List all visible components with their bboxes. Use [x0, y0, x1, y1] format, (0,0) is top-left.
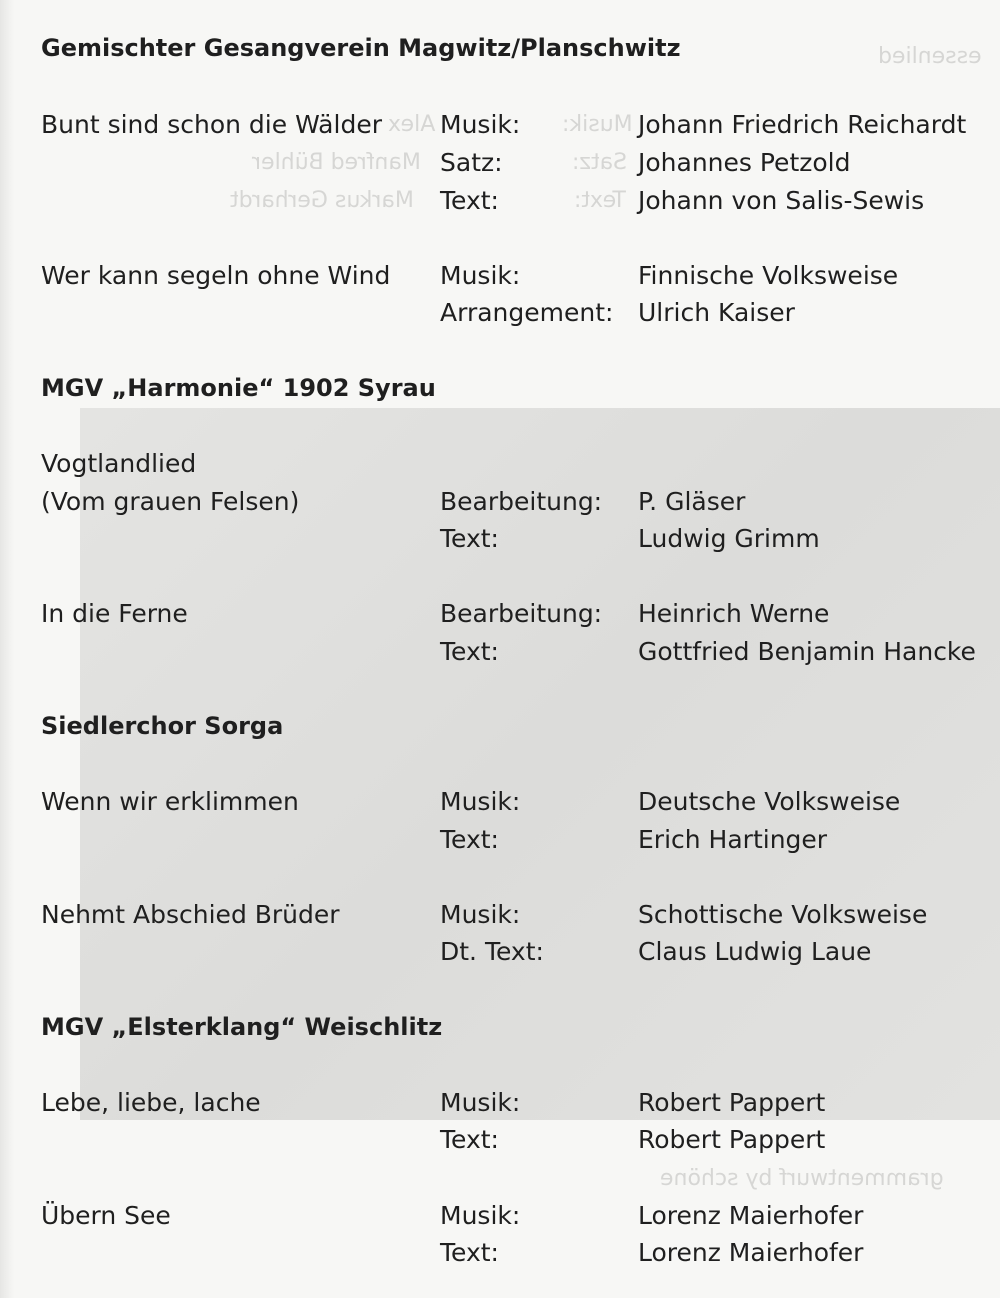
song-title: Lebe, liebe, lache — [41, 1088, 261, 1117]
credit-person: Lorenz Maierhofer — [638, 1238, 864, 1267]
section-heading: Siedlerchor Sorga — [41, 712, 284, 740]
credit-person: P. Gläser — [638, 487, 746, 516]
credit-person: Robert Pappert — [638, 1088, 826, 1117]
song-title: Wenn wir erklimmen — [41, 787, 299, 816]
credit-person: Robert Pappert — [638, 1125, 826, 1154]
credit-role: Bearbeitung: — [440, 487, 603, 516]
credit-person: Heinrich Werne — [638, 599, 830, 628]
credit-person: Ulrich Kaiser — [638, 298, 795, 327]
song-title: Vogtlandlied — [41, 449, 197, 478]
credit-role: Bearbeitung: — [440, 599, 603, 628]
credit-person: Finnische Volksweise — [638, 261, 899, 290]
song-title: (Vom grauen Felsen) — [41, 487, 300, 516]
song-title: Wer kann segeln ohne Wind — [41, 261, 391, 290]
ghost-text: grammentwurf by schöne — [660, 1166, 944, 1191]
credit-role: Text: — [440, 825, 499, 854]
credit-person: Johann Friedrich Reichardt — [638, 110, 967, 139]
credit-person: Johann von Salis-Sewis — [638, 186, 925, 215]
song-title: In die Ferne — [41, 599, 188, 628]
credit-role: Musik: — [440, 900, 521, 929]
section-heading: MGV „Harmonie“ 1902 Syrau — [41, 374, 436, 402]
credit-role: Musik: — [440, 1201, 521, 1230]
credit-role: Text: — [440, 1125, 499, 1154]
ghost-text: Markus Gerhardt — [230, 188, 414, 213]
credit-role: Musik: — [440, 261, 521, 290]
credit-person: Lorenz Maierhofer — [638, 1201, 864, 1230]
credit-role: Text: — [440, 1238, 499, 1267]
song-title: Nehmt Abschied Brüder — [41, 900, 340, 929]
song-title: Übern See — [41, 1201, 171, 1230]
credit-person: Claus Ludwig Laue — [638, 937, 872, 966]
ghost-text: Satz: — [572, 150, 628, 175]
section-heading: MGV „Elsterklang“ Weischlitz — [41, 1013, 443, 1041]
ghost-text: Text: — [574, 188, 626, 213]
credit-role: Satz: — [440, 148, 503, 177]
credit-role: Text: — [440, 637, 499, 666]
credit-role: Dt. Text: — [440, 937, 544, 966]
credit-role: Musik: — [440, 1088, 521, 1117]
credit-person: Deutsche Volksweise — [638, 787, 901, 816]
ghost-text: essenlied — [878, 44, 982, 69]
credit-role: Musik: — [440, 787, 521, 816]
ghost-text: Manfred Bühler — [252, 150, 421, 175]
credit-person: Johannes Petzold — [638, 148, 851, 177]
ghost-text: Alex — [388, 112, 436, 137]
credit-role: Arrangement: — [440, 298, 614, 327]
credit-person: Erich Hartinger — [638, 825, 828, 854]
credit-role: Musik: — [440, 110, 521, 139]
credit-role: Text: — [440, 524, 499, 553]
song-title: Bunt sind schon die Wälder — [41, 110, 382, 139]
credit-role: Text: — [440, 186, 499, 215]
ghost-text: Musik: — [562, 112, 633, 137]
credit-person: Gottfried Benjamin Hancke — [638, 637, 976, 666]
paper-edge — [0, 0, 14, 1298]
section-heading: Gemischter Gesangverein Magwitz/Planschwitz — [41, 34, 681, 62]
credit-person: Ludwig Grimm — [638, 524, 820, 553]
credit-person: Schottische Volksweise — [638, 900, 928, 929]
